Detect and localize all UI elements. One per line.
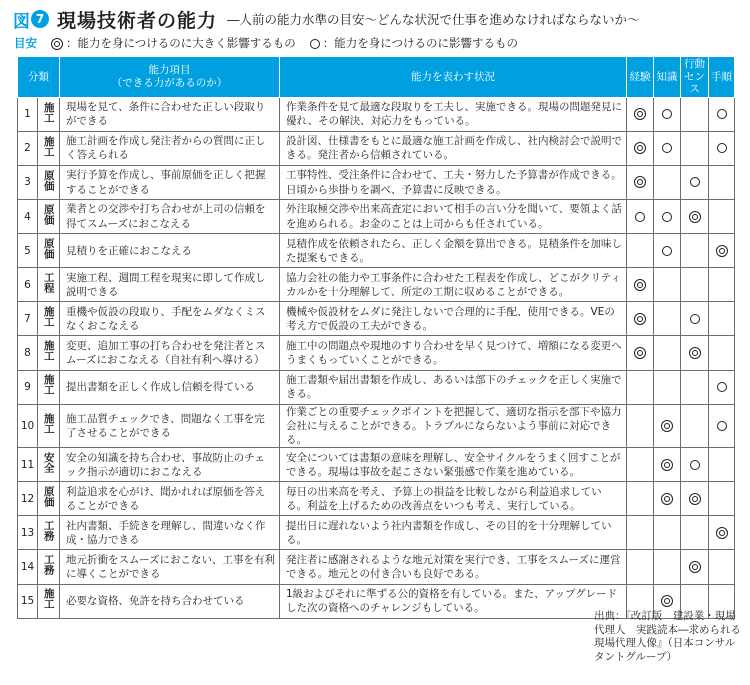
mark-procedure [709,370,735,404]
row-ability-item: 重機や仮設の段取り、手配をムダなくミスなくおこなえる [60,302,280,336]
row-category [38,584,60,618]
circle-icon [310,39,320,49]
row-description: 施工書類や届出書類を作成し、あるいは部下のチェックを正しく実施できる。 [280,370,627,404]
row-number: 12 [18,482,38,516]
figure-number-badge: 7 [31,10,49,28]
mark-experience [627,336,654,370]
mark-knowledge [654,482,681,516]
row-category [38,516,60,550]
row-number: 5 [18,234,38,268]
mark-experience [627,200,654,234]
row-ability-item: 必要な資格、免許を持ち合わせている [60,584,280,618]
double-circle-icon [661,493,673,505]
circle-icon [662,143,672,153]
row-description: 提出日に遅れないよう社内書類を作成し、その目的を十分理解している。 [280,516,627,550]
mark-knowledge [654,234,681,268]
row-description: 施工中の問題点や現地のすり合わせを早く見つけて、増額になる変更へうまくもっていくことができる。 [280,336,627,370]
header-item-line1: 能力項目 [148,64,191,77]
mark-procedure [709,302,735,336]
double-circle-icon [661,595,673,607]
mark-knowledge [654,448,681,482]
table-body [18,97,735,618]
row-description: 外注取極交渉や出来高査定において相手の言い分を聞いて、要領よく話を進められる。お金のことは上司からも任されている。 [280,200,627,234]
mark-behavior [681,234,709,268]
mark-behavior [681,516,709,550]
table-row [18,482,735,516]
double-circle-icon [716,245,728,257]
table-row [18,200,735,234]
table-row [18,268,735,302]
mark-behavior [681,448,709,482]
row-description: 設計図、仕様書をもとに最適な施工計画を作成し、社内検討会で説明できる。発注者から信頼されている。 [280,131,627,165]
header-behavior-line2: センス [684,70,705,96]
row-ability-item: 社内書類、手続きを理解し、間違いなく作成・協力できる [60,516,280,550]
row-description: 工事特性、受注条件に合わせて、工夫・努力した予算書が作成できる。日頃から歩掛りを調べ、予算書に反映できる。 [280,165,627,199]
double-circle-icon [51,38,63,50]
row-description: 作業条件を見て最適な段取りを工夫し、実施できる。現場の問題発見に優れ、その解決、対応力をもっている。 [280,97,627,131]
row-category-text: 原価 [42,169,55,191]
row-category [38,370,60,404]
row-number: 13 [18,516,38,550]
mark-experience [627,448,654,482]
double-circle-icon [634,176,646,188]
circle-icon [717,382,727,392]
source-note: 出典：『改訂版 建設業・現場代理人 実践読本―求められる現場代理人像』（日本コンサルタントグループ） [594,610,741,663]
circle-icon [662,246,672,256]
mark-experience [627,165,654,199]
table-row [18,234,735,268]
legend-single-text: ：能力を身につけるのに影響するもの [322,36,519,50]
circle-icon [662,212,672,222]
row-category-text: 工程 [42,272,55,294]
row-category [38,268,60,302]
double-circle-icon [634,108,646,120]
row-description: 見積作成を依頼されたら、正しく金額を算出できる。見積条件を加味した提案もできる。 [280,234,627,268]
mark-procedure [709,200,735,234]
page-title: 現場技術者の能力 [57,9,218,32]
figure-label-text: 図 [13,11,30,32]
mark-experience [627,550,654,584]
header-item [60,57,280,98]
mark-procedure [709,550,735,584]
legend-double-text: ：能力を身につけるのに大きく影響するもの [66,36,296,50]
row-category-text: 原価 [42,486,55,508]
row-description: 安全については書類の意味を理解し、安全サイクルをうまく回すことができる。現場は事故を起こさない緊張感で作業を進めている。 [280,448,627,482]
row-ability-item: 安全の知識を持ち合わせ、事故防止のチェック指示が適切におこなえる [60,448,280,482]
legend [14,34,532,52]
mark-experience [627,370,654,404]
row-number: 11 [18,448,38,482]
mark-behavior [681,404,709,448]
circle-icon [662,109,672,119]
row-description: 協力会社の能力や工事条件に合わせた工程表を作成し、どこがクリティカルかを十分理解して、所定の工期に収めることができる。 [280,268,627,302]
mark-behavior [681,200,709,234]
header-item-line2: （できる力があるのか） [111,76,228,89]
row-category [38,404,60,448]
mark-knowledge [654,97,681,131]
row-ability-item: 変更、追加工事の打ち合わせを発注者とスムーズにおこなえる（自社有利へ導ける） [60,336,280,370]
header-description: 能力を表わす状況 [280,57,627,98]
row-category [38,131,60,165]
header-behavior [681,57,709,98]
mark-procedure [709,97,735,131]
row-number: 7 [18,302,38,336]
row-description: 発注者に感謝されるような地元対策を実行でき、工事をスムーズに運営できる。地元との付き合いも良好である。 [280,550,627,584]
mark-experience [627,234,654,268]
mark-behavior [681,302,709,336]
circle-icon [690,314,700,324]
legend-double [51,35,296,51]
table-row [18,404,735,448]
mark-behavior [681,131,709,165]
figure-label [13,7,49,32]
row-category [38,165,60,199]
double-circle-icon [634,279,646,291]
row-number: 6 [18,268,38,302]
mark-behavior [681,97,709,131]
double-circle-icon [661,459,673,471]
row-category [38,550,60,584]
row-ability-item: 業者との交渉や打ち合わせが上司の信頼を得てスムーズにおこなえる [60,200,280,234]
row-category-text: 施工 [42,340,55,362]
row-ability-item: 現場を見て、条件に合わせた正しい段取りができる [60,97,280,131]
mark-experience [627,97,654,131]
mark-procedure [709,165,735,199]
figure-title-row [13,4,640,34]
row-category-text: 安全 [42,452,55,474]
circle-icon [717,143,727,153]
table-row [18,131,735,165]
row-ability-item: 施工品質チェックでき、問題なく工事を完了させることができる [60,404,280,448]
row-description: 作業ごとの重要チェックポイントを把握して、適切な指示を部下や協力会社に与えることができる。トラブルにならないよう事前に対応できる。 [280,404,627,448]
mark-knowledge [654,200,681,234]
circle-icon [690,460,700,470]
circle-icon [717,109,727,119]
legend-key: 目安 [14,36,37,50]
mark-behavior [681,370,709,404]
row-number: 8 [18,336,38,370]
header-category: 分類 [18,57,60,98]
double-circle-icon [634,142,646,154]
mark-knowledge [654,131,681,165]
header-procedure: 手順 [709,57,735,98]
mark-experience [627,404,654,448]
row-category-text: 原価 [42,238,55,260]
row-category [38,234,60,268]
double-circle-icon [634,347,646,359]
mark-experience [627,268,654,302]
row-category-text: 施工 [42,413,55,435]
row-description: 1級およびそれに準ずる公的資格を有している。また、アップグレードした次の資格へのチャレンジもしている。 [280,584,627,618]
row-category [38,97,60,131]
mark-experience [627,131,654,165]
row-number: 14 [18,550,38,584]
row-number: 3 [18,165,38,199]
table-row [18,550,735,584]
header-knowledge: 知識 [654,57,681,98]
row-category [38,200,60,234]
row-category-text: 施工 [42,135,55,157]
row-number: 10 [18,404,38,448]
row-ability-item: 利益追求を心がけ、聞かれれば原価を答えることができる [60,482,280,516]
row-category-text: 施工 [42,101,55,123]
mark-procedure [709,404,735,448]
mark-knowledge [654,165,681,199]
double-circle-icon [689,493,701,505]
row-ability-item: 実行予算を作成し、事前原価を正しく把握することができる [60,165,280,199]
mark-behavior [681,550,709,584]
mark-knowledge [654,302,681,336]
row-number: 1 [18,97,38,131]
row-category-text: 施工 [42,306,55,328]
mark-experience [627,302,654,336]
page-subtitle: ―人前の能力水準の目安〜どんな状況で仕事を進めなければならないか〜 [227,12,640,27]
table-row [18,370,735,404]
circle-icon [690,177,700,187]
table-row [18,516,735,550]
row-ability-item: 地元折衝をスムーズにおこない、工事を有利に導くことができる [60,550,280,584]
mark-procedure [709,482,735,516]
table-row [18,165,735,199]
mark-procedure [709,516,735,550]
row-number: 4 [18,200,38,234]
double-circle-icon [689,347,701,359]
row-category [38,302,60,336]
mark-knowledge [654,268,681,302]
row-ability-item: 施工計画を作成し発注者からの質問に正しく答えられる [60,131,280,165]
table-row [18,448,735,482]
double-circle-icon [689,211,701,223]
double-circle-icon [634,313,646,325]
table-row [18,336,735,370]
table-header-row [18,57,735,98]
row-category-text: 工務 [42,520,55,542]
row-category-text: 原価 [42,204,55,226]
mark-knowledge [654,404,681,448]
mark-behavior [681,268,709,302]
row-category [38,482,60,516]
mark-knowledge [654,370,681,404]
mark-knowledge [654,336,681,370]
row-category-text: 施工 [42,588,55,610]
header-behavior-line1: 行動 [684,58,705,70]
mark-procedure [709,268,735,302]
row-category [38,336,60,370]
mark-experience [627,482,654,516]
mark-knowledge [654,516,681,550]
circle-icon [717,421,727,431]
mark-experience [627,516,654,550]
row-description: 毎日の出来高を考え、予算上の損益を比較しながら利益追求している。利益を上げるための改善点をいつも考え、実行している。 [280,482,627,516]
mark-procedure [709,336,735,370]
row-number: 2 [18,131,38,165]
row-category-text: 施工 [42,374,55,396]
legend-single [310,35,518,51]
circle-icon [635,212,645,222]
mark-procedure [709,234,735,268]
mark-knowledge [654,550,681,584]
mark-behavior [681,165,709,199]
header-experience: 経験 [627,57,654,98]
double-circle-icon [661,420,673,432]
row-description: 機械や仮設材をムダに発注しないで合理的に手配、使用できる。VEの考え方で仮設の工夫ができる。 [280,302,627,336]
row-category-text: 工務 [42,554,55,576]
row-category [38,448,60,482]
double-circle-icon [716,527,728,539]
row-ability-item: 提出書類を正しく作成し信頼を得ている [60,370,280,404]
row-number: 9 [18,370,38,404]
mark-procedure [709,448,735,482]
table-row [18,97,735,131]
mark-procedure [709,131,735,165]
ability-table [17,56,735,619]
mark-behavior [681,482,709,516]
row-ability-item: 見積りを正確におこなえる [60,234,280,268]
table-row [18,302,735,336]
mark-behavior [681,336,709,370]
row-number: 15 [18,584,38,618]
row-ability-item: 実施工程、週間工程を現実に即して作成し説明できる [60,268,280,302]
double-circle-icon [689,561,701,573]
